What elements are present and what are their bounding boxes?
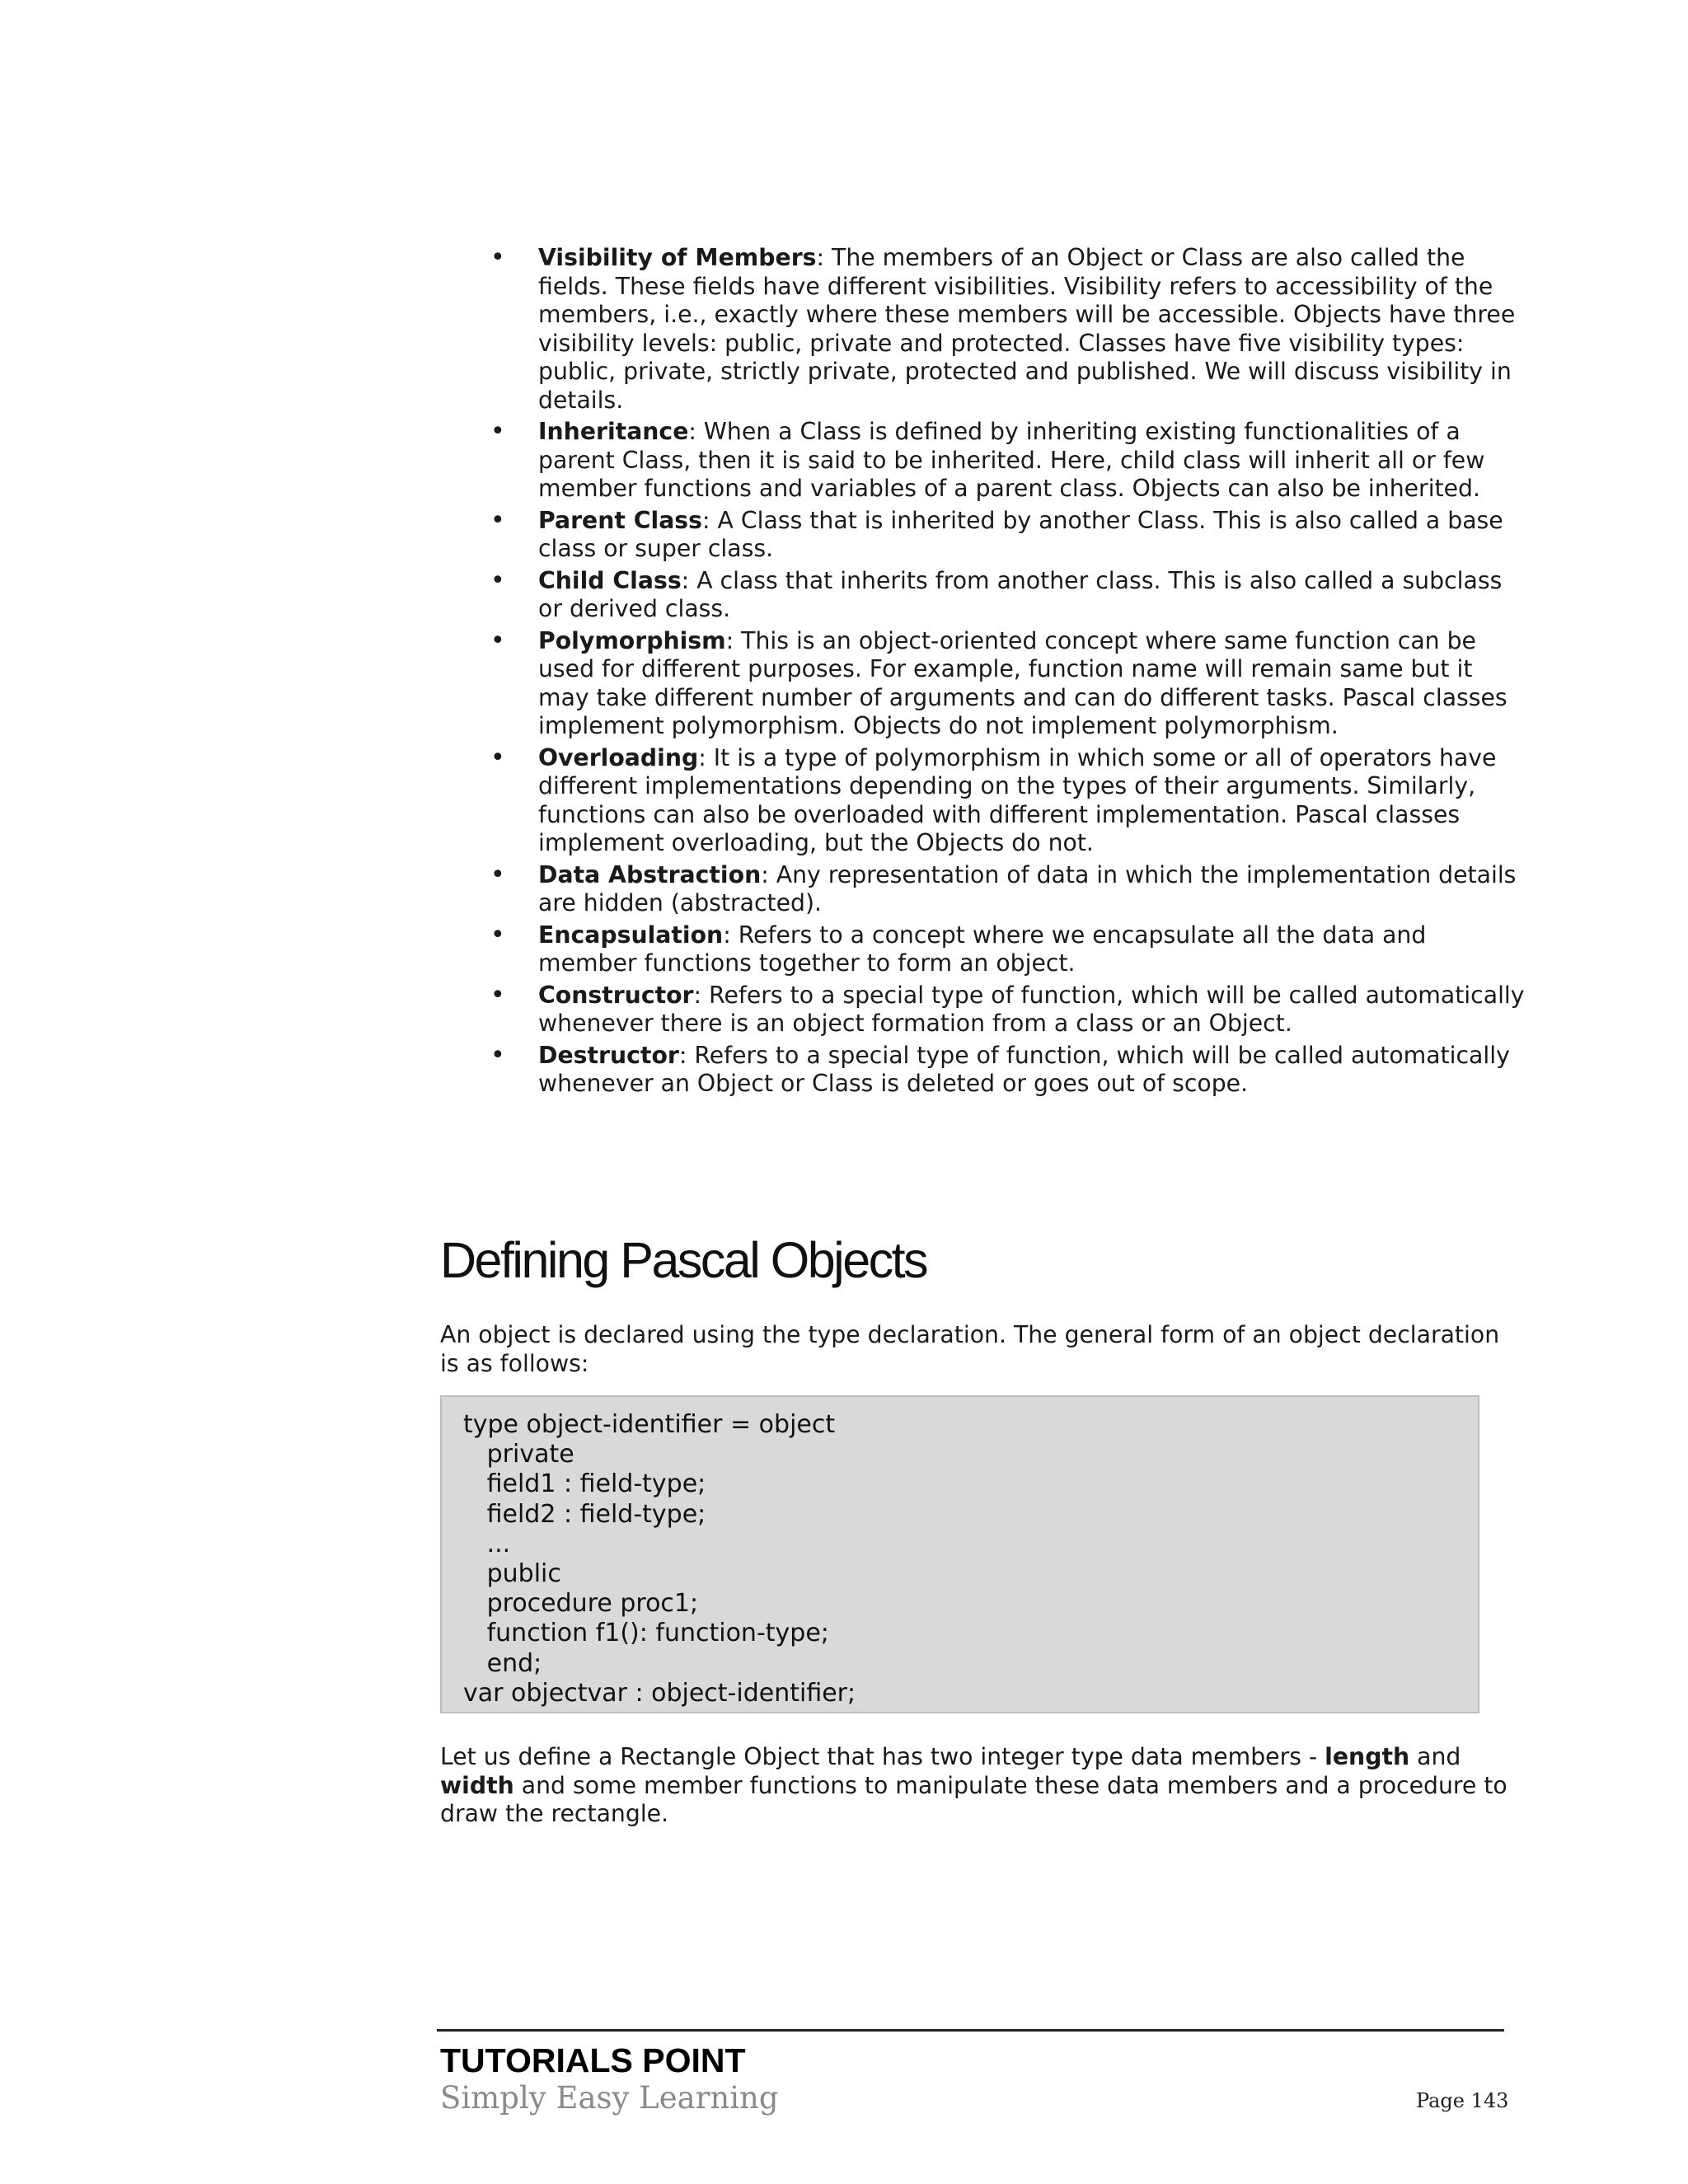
term: Child Class [538, 566, 682, 594]
bullet-icon: • [490, 417, 505, 446]
list-item [490, 626, 1525, 741]
term: Visibility of Members [538, 244, 817, 271]
outro-text: Let us define a Rectangle Object that has two integer type data members - [440, 1743, 1325, 1770]
list-item [490, 417, 1525, 504]
keyword-width: width [440, 1771, 514, 1799]
definition: : A class that inherits from another class. This is also called a subclass or derived class. [538, 566, 1503, 622]
intro-paragraph: An object is declared using the type declaration. The general form of an object declaration is as follows: [440, 1321, 1500, 1377]
bullet-icon: • [490, 860, 505, 889]
code-text: type object-identifier = object private field1 : field-type; field2 : field-type; ... public procedure proc1; function f1(): function-type; end; var objectvar : object-identifier; [463, 1410, 856, 1708]
term: Overloading [538, 743, 699, 771]
outro-text: and [1409, 1743, 1461, 1770]
definition: : The members of an Object or Class are also called the fields. These fields have different visibilities. Visibility refers to accessibility of the members, i.e., exactly where these members will be accessible. Objects have three visibility levels: public, private and protected. Classes have five visibility types: public, private, strictly private, protected and published. We will discuss visibility in details. [538, 244, 1516, 414]
list-item [490, 860, 1525, 918]
list-item [490, 565, 1525, 624]
bullet-icon: • [490, 243, 505, 272]
definition-list [490, 243, 1525, 1102]
page-number: Page 143 [1416, 2089, 1509, 2112]
section-heading: Defining Pascal Objects [440, 1232, 927, 1288]
definition: : This is an object-oriented concept where same function can be used for different purposes. For example, function name will remain same but it may take different number of arguments and can do different tasks. Pascal classes implement polymorphism. Objects do not implement polymorphism. [538, 626, 1507, 739]
footer-divider [437, 2029, 1504, 2032]
bullet-icon: • [490, 980, 505, 1010]
outro-paragraph [440, 1743, 1512, 1829]
bullet-icon: • [490, 505, 505, 535]
outro-text: and some member functions to manipulate these data members and a procedure to draw the rectangle. [440, 1771, 1507, 1827]
list-item [490, 980, 1525, 1038]
bullet-icon: • [490, 626, 505, 655]
definition: : Refers to a special type of function, which will be called automatically whenever there is an object formation from a class or an Object. [538, 981, 1525, 1037]
term: Destructor [538, 1041, 679, 1069]
term: Polymorphism [538, 626, 726, 654]
bullet-icon: • [490, 565, 505, 595]
definition: : Refers to a special type of function, which will be called automatically whenever an Object or Class is deleted or goes out of scope. [538, 1041, 1510, 1097]
bullet-icon: • [490, 920, 505, 949]
definition: : A Class that is inherited by another Class. This is also called a base class or super class. [538, 506, 1503, 562]
list-item [490, 505, 1525, 564]
list-item [490, 243, 1525, 415]
term: Inheritance [538, 418, 689, 445]
definition: : Any representation of data in which the implementation details are hidden (abstracted). [538, 860, 1517, 916]
term: Data Abstraction [538, 860, 762, 888]
bullet-icon: • [490, 743, 505, 772]
term: Parent Class [538, 506, 702, 534]
list-item [490, 920, 1525, 978]
definition: : It is a type of polymorphism in which some or all of operators have different implementations depending on the types of their arguments. Similarly, functions can also be overloaded with different implementation. Pascal classes implement overloading, but the Objects do not. [538, 743, 1497, 856]
list-item [490, 1040, 1525, 1099]
code-block [440, 1395, 1479, 1713]
footer-brand: TUTORIALS POINT [440, 2041, 746, 2079]
definition: : Refers to a concept where we encapsulate all the data and member functions together to form an object. [538, 921, 1427, 977]
list-item [490, 743, 1525, 858]
keyword-length: length [1325, 1743, 1410, 1770]
definition: : When a Class is defined by inheriting existing functionalities of a parent Class, then it is said to be inherited. Here, child class will inherit all or few member functions and variables of a parent class. Objects can also be inherited. [538, 418, 1485, 502]
term: Constructor [538, 981, 694, 1009]
term: Encapsulation [538, 921, 724, 949]
bullet-icon: • [490, 1040, 505, 1070]
footer-tagline: Simply Easy Learning [440, 2080, 779, 2116]
